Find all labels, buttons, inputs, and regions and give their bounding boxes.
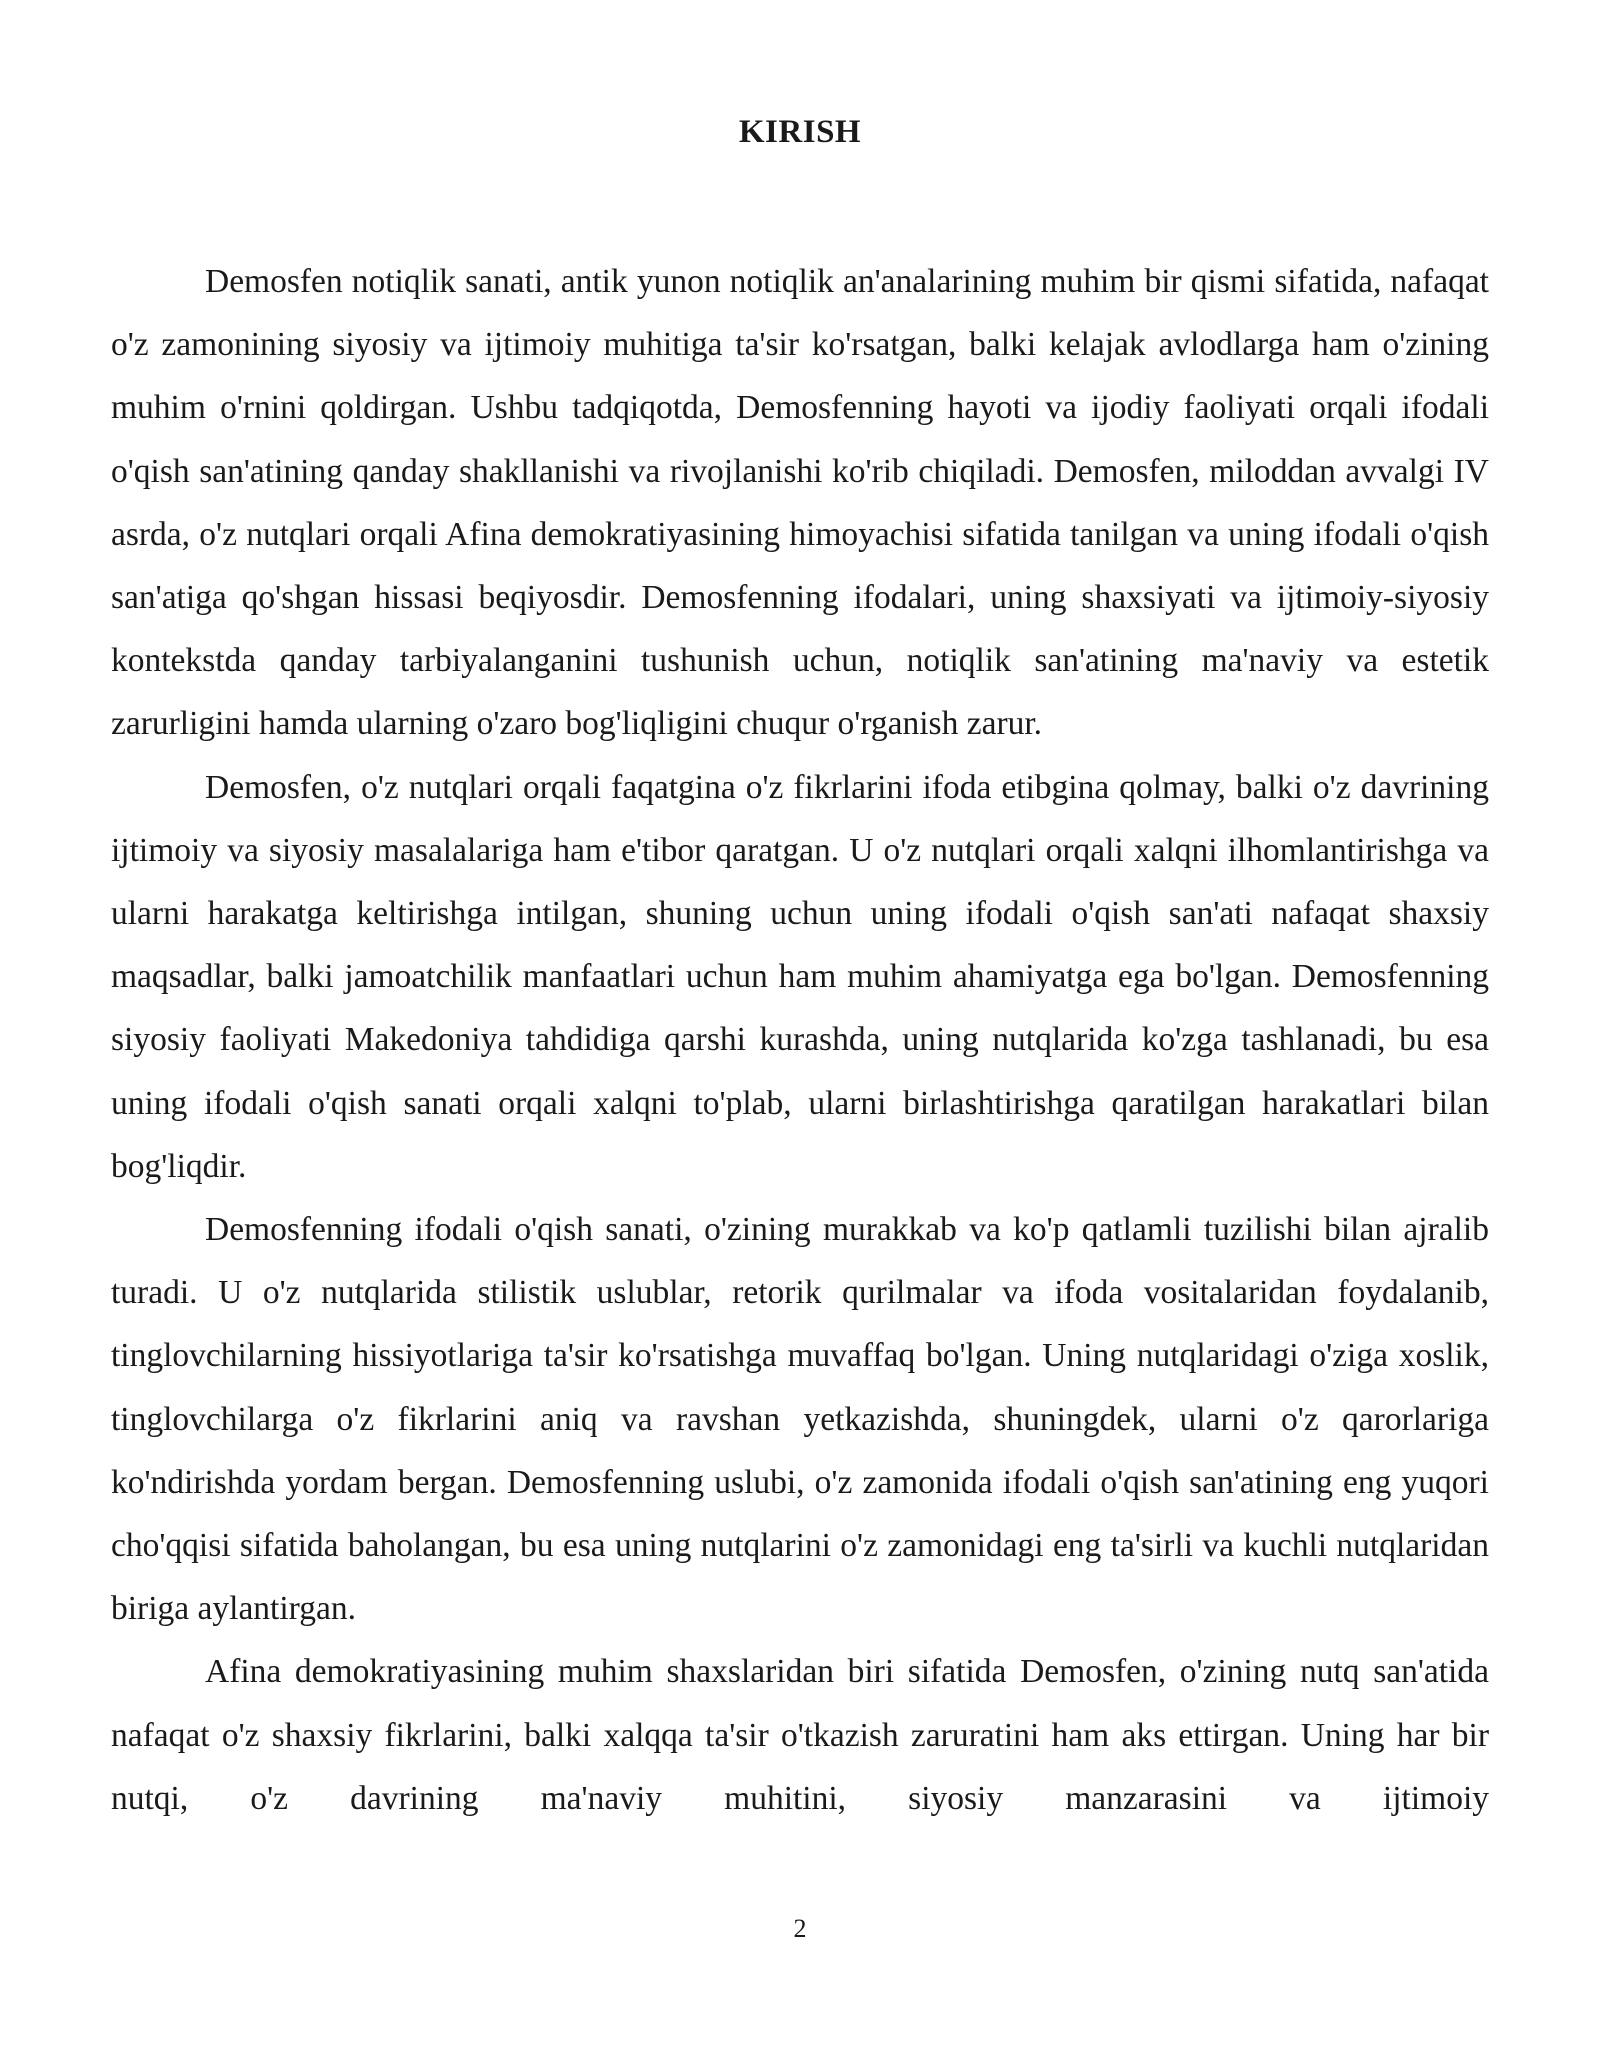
paragraph-1: Demosfen notiqlik sanati, antik yunon notiqlik an'analarining muhim bir qismi sifatida, nafaqat o'z zamonining siyosiy va ijtimoiy muhitiga ta'sir ko'rsatgan, balki kelajak avlodlarga ham o'zining muhim o'rnini qoldirgan. Ushbu tadqiqotda, Demosfenning hayoti va ijodiy faoliyati orqali ifodali o'qish san'atining qanday shakllanishi va rivojlanishi ko'rib chiqiladi. Demosfen, miloddan avvalgi IV asrda, o'z nutqlari orqali Afina demokratiyasining himoyachisi sifatida tanilgan va uning ifodali o'qish san'atiga qo'shgan hissasi beqiyosdir. Demosfenning ifodalari, uning shaxsiyati va ijtimoiy-siyosiy kontekstda qanday tarbiyalanganini tushunish uchun, notiqlik san'atining ma'naviy va estetik zarurligini hamda ularning o'zaro bog'liqligini chuqur o'rganish zarur. <box>111 263 1489 743</box>
paragraph-4: Afina demokratiyasining muhim shaxslaridan biri sifatida Demosfen, o'zining nutq san'atida nafaqat o'z shaxsiy fikrlarini, balki xalqqa ta'sir o'tkazish zaruratini ham aks ettirgan. Uning har bir nutqi, o'z davrining ma'naviy muhitini, siyosiy manzarasini va ijtimoiy <box>111 1653 1489 1817</box>
section-title: KIRISH <box>738 114 862 150</box>
paragraph-3: Demosfenning ifodali o'qish sanati, o'zining murakkab va ko'p qatlamli tuzilishi bilan ajralib turadi. U o'z nutqlarida stilistik uslublar, retorik qurilmalar va ifoda vositalaridan foydalanib, tinglovchilarning hissiyotlariga ta'sir ko'rsatishga muvaffaq bo'lgan. Uning nutqlaridagi o'ziga xoslik, tinglovchilarga o'z fikrlarini aniq va ravshan yetkazishda, shuningdek, ularni o'z qarorlariga ko'ndirishda yordam bergan. Demosfenning uslubi, o'z zamonida ifodali o'qish san'atining eng yuqori cho'qqisi sifatida baholangan, bu esa uning nutqlarini o'z zamonidagi eng ta'sirli va kuchli nutqlaridan biriga aylantirgan. <box>111 1211 1489 1628</box>
paragraph-2: Demosfen, o'z nutqlari orqali faqatgina o'z fikrlarini ifoda etibgina qolmay, balki o'z davrining ijtimoiy va siyosiy masalalariga ham e'tibor qaratgan. U o'z nutqlari orqali xalqni ilhomlantirishga va ularni harakatga keltirishga intilgan, shuning uchun uning ifodali o'qish san'ati nafaqat shaxsiy maqsadlar, balki jamoatchilik manfaatlari uchun ham muhim ahamiyatga ega bo'lgan. Demosfenning siyosiy faoliyati Makedoniya tahdidiga qarshi kurashda, uning nutqlarida ko'zga tashlanadi, bu esa uning ifodali o'qish sanati orqali xalqni to'plab, ularni birlashtirishga qaratilgan harakatlari bilan bog'liqdir. <box>111 768 1489 1185</box>
page-number: 2 <box>793 1914 807 1943</box>
body-text <box>111 250 1489 1830</box>
